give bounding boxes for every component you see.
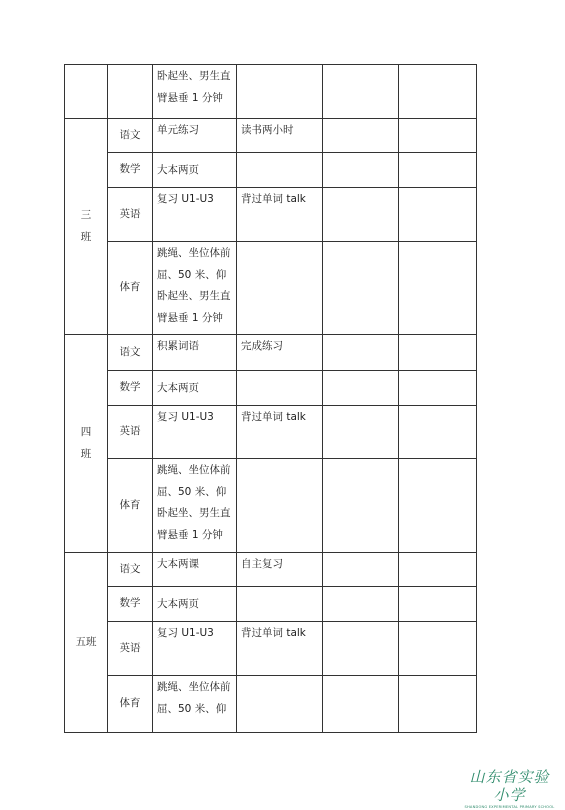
subject-cell: 语文 <box>108 119 153 153</box>
table-row <box>65 188 477 242</box>
school-logo-cn: 山东省实验小学 <box>469 768 550 804</box>
table-row <box>65 406 477 459</box>
extra-task-cell: 完成练习 <box>237 335 323 371</box>
table-row <box>65 242 477 335</box>
subject-cell: 英语 <box>108 188 153 242</box>
subject-cell: 数学 <box>108 587 153 622</box>
subject-cell: 英语 <box>108 406 153 459</box>
table-row <box>65 622 477 676</box>
task-cell: 跳绳、坐位体前 屈、50 米、仰 卧起坐、男生直 臂悬垂 1 分钟 <box>153 242 237 335</box>
class-name-cell: 四 班 <box>65 335 108 553</box>
class-name-cell: 三 班 <box>65 119 108 335</box>
subject-cell: 体育 <box>108 242 153 335</box>
school-logo <box>462 768 557 810</box>
task-cell: 积累词语 <box>153 335 237 371</box>
task-line: 卧起坐、男生直 <box>157 70 231 82</box>
task-cell: 跳绳、坐位体前 屈、50 米、仰 <box>153 676 237 733</box>
task-cell: 复习 U1-U3 <box>153 406 237 459</box>
task-cell: 大本两页 <box>153 371 237 406</box>
table-row <box>65 587 477 622</box>
extra-task-cell: 读书两小时 <box>237 119 323 153</box>
task-line: 臂悬垂 1 分钟 <box>157 91 223 104</box>
extra-task-cell: 自主复习 <box>237 553 323 587</box>
table-row <box>65 371 477 406</box>
homework-table <box>64 64 477 733</box>
subject-cell: 体育 <box>108 676 153 733</box>
task-cell: 单元练习 <box>153 119 237 153</box>
task-cell: 跳绳、坐位体前 屈、50 米、仰 卧起坐、男生直 臂悬垂 1 分钟 <box>153 459 237 553</box>
table-row <box>65 65 477 119</box>
school-logo-en: SHANDONG EXPERIMENTAL PRIMARY SCHOOL <box>464 805 555 809</box>
table-row <box>65 119 477 153</box>
subject-cell: 体育 <box>108 459 153 553</box>
subject-cell: 语文 <box>108 335 153 371</box>
extra-task-cell: 背过单词 talk <box>237 188 323 242</box>
subject-cell: 语文 <box>108 553 153 587</box>
table-row <box>65 459 477 553</box>
table-row <box>65 335 477 371</box>
task-cell: 复习 U1-U3 <box>153 188 237 242</box>
task-cell: 大本两课 <box>153 553 237 587</box>
table-row <box>65 553 477 587</box>
task-cell <box>153 65 237 119</box>
subject-cell: 数学 <box>108 153 153 188</box>
class-name-cell: 五班 <box>65 553 108 733</box>
subject-cell: 数学 <box>108 371 153 406</box>
task-cell: 复习 U1-U3 <box>153 622 237 676</box>
extra-task-cell: 背过单词 talk <box>237 622 323 676</box>
task-cell: 大本两页 <box>153 153 237 188</box>
task-cell: 大本两页 <box>153 587 237 622</box>
table-row <box>65 153 477 188</box>
subject-cell: 英语 <box>108 622 153 676</box>
table-row <box>65 676 477 733</box>
extra-task-cell: 背过单词 talk <box>237 406 323 459</box>
